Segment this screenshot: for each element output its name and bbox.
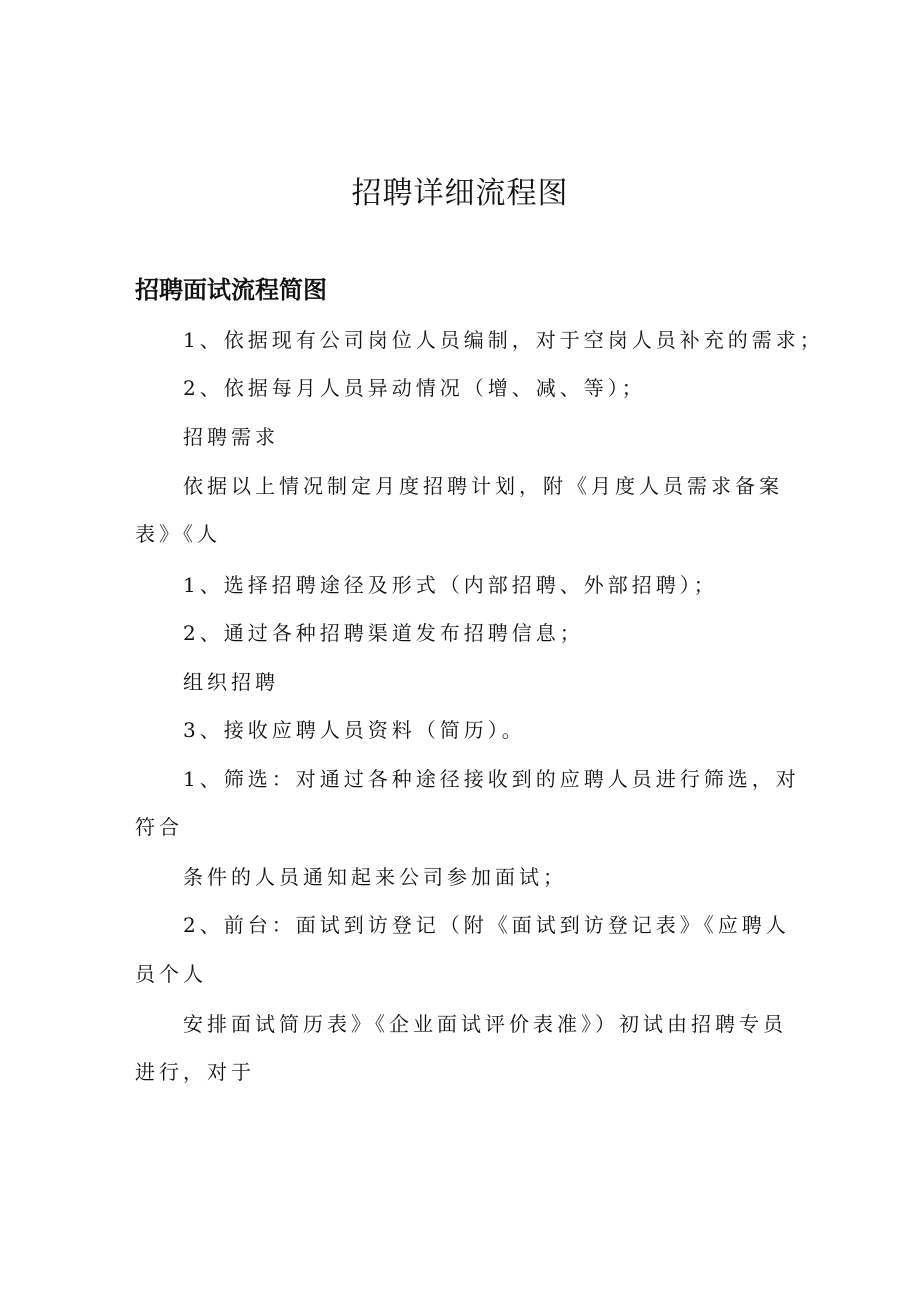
- document-title: 招聘详细流程图: [351, 176, 569, 211]
- text-line: 1、选择招聘途径及形式（内部招聘、外部招聘）；: [183, 573, 718, 597]
- text-line: 安排面试简历表》《企业面试评价表准》）初试由招聘专员: [183, 1012, 787, 1036]
- text-line: 依据以上情况制定月度招聘计划，附《月度人员需求备案: [183, 474, 783, 498]
- text-line: 2、前台：面试到访登记（附《面试到访登记表》《应聘人: [183, 913, 790, 937]
- text-line: 组织招聘: [183, 670, 279, 694]
- text-line: 2、通过各种招聘渠道发布招聘信息；: [183, 621, 584, 645]
- text-line: 招聘需求: [183, 425, 279, 449]
- text-line: 表》《人: [135, 522, 221, 546]
- text-line: 员个人: [135, 962, 207, 986]
- text-line: 3、接收应聘人员资料（简历）。: [183, 718, 526, 742]
- text-line: 1、依据现有公司岗位人员编制，对于空岗人员补充的需求；: [183, 328, 824, 352]
- text-line: 条件的人员通知起来公司参加面试；: [183, 865, 567, 889]
- text-line: 1、筛选：对通过各种途径接收到的应聘人员进行筛选，对: [183, 767, 800, 791]
- text-line: 进行，对于: [135, 1060, 255, 1084]
- text-line: 符合: [135, 815, 183, 839]
- text-line: 2、依据每月人员异动情况（增、减、等）；: [183, 376, 646, 400]
- section-heading: 招聘面试流程简图: [135, 276, 327, 304]
